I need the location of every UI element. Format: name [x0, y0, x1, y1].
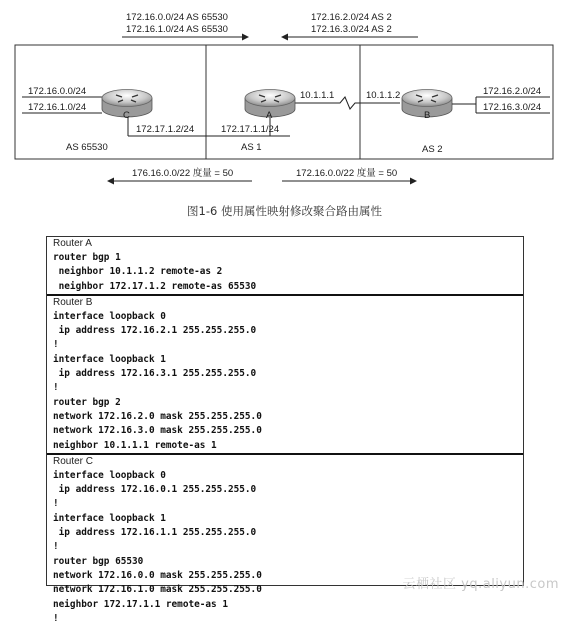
config-line: interface loopback 1	[53, 512, 166, 524]
as-1-label: AS 1	[241, 142, 262, 153]
as-65530-label: AS 65530	[66, 142, 108, 153]
network-topology-diagram	[0, 0, 569, 200]
router-c-ip: 172.17.1.2/24	[136, 124, 195, 135]
bottom-left-advert: 176.16.0.0/22 度量 = 50	[132, 168, 234, 179]
config-line: !	[53, 498, 59, 510]
router-a-ip-b: 10.1.1.1	[300, 90, 335, 101]
top-right-advert-2: 172.16.3.0/24 AS 2	[311, 24, 392, 35]
config-line: !	[53, 612, 59, 624]
config-line: interface loopback 0	[53, 310, 166, 322]
router-b-ip: 10.1.1.2	[366, 90, 401, 101]
top-left-advert-1: 172.16.0.0/24 AS 65530	[126, 12, 228, 23]
svg-text:C: C	[123, 110, 130, 121]
as-2-label: AS 2	[422, 144, 443, 155]
top-right-advert-1: 172.16.2.0/24 AS 2	[311, 12, 392, 23]
router-b-icon	[402, 90, 452, 122]
router-b-net-2: 172.16.3.0/24	[483, 102, 542, 113]
config-line: interface loopback 1	[53, 353, 166, 365]
config-line: !	[53, 339, 59, 351]
config-block-title: Router C	[53, 455, 94, 467]
config-block-router-c	[47, 453, 523, 626]
config-line: router bgp 1	[53, 252, 121, 263]
config-line: neighbor 10.1.1.2 remote-as 2	[53, 266, 223, 278]
config-block-router-a	[47, 237, 523, 294]
config-line: network 172.16.3.0 mask 255.255.255.0	[53, 425, 262, 437]
config-line: router bgp 2	[53, 396, 121, 408]
config-line: ip address 172.16.1.1 255.255.255.0	[53, 527, 257, 539]
config-line: network 172.16.1.0 mask 255.255.255.0	[53, 584, 262, 596]
config-line: ip address 172.16.0.1 255.255.255.0	[53, 484, 257, 496]
bottom-right-advert: 172.16.0.0/22 度量 = 50	[296, 168, 398, 179]
router-c-net-1: 172.16.0.0/24	[28, 86, 87, 97]
config-line: ip address 172.16.2.1 255.255.255.0	[53, 325, 257, 337]
config-line: !	[53, 541, 59, 553]
router-c-icon	[102, 90, 152, 122]
router-c-net-2: 172.16.1.0/24	[28, 102, 87, 113]
config-line: network 172.16.2.0 mask 255.255.255.0	[53, 410, 262, 422]
svg-text:B: B	[424, 110, 431, 121]
router-a-icon	[245, 90, 295, 122]
svg-text:A: A	[266, 110, 273, 121]
config-line: neighbor 172.17.1.1 remote-as 1	[53, 598, 228, 610]
config-line: ip address 172.16.3.1 255.255.255.0	[53, 368, 257, 380]
config-block-title: Router A	[53, 238, 92, 249]
watermark: 云栖社区 yq.aliyun.com	[402, 577, 559, 592]
config-line: neighbor 10.1.1.1 remote-as 1	[53, 439, 217, 451]
router-a-ip-c: 172.17.1.1/24	[221, 124, 280, 135]
config-block-router-b	[47, 294, 523, 453]
config-line: interface loopback 0	[53, 469, 166, 481]
figure-caption: 图1-6 使用属性映射修改聚合路由属性	[187, 204, 382, 218]
config-block-title: Router B	[53, 296, 93, 308]
config-line: router bgp 65530	[53, 555, 144, 567]
config-line: !	[53, 382, 59, 394]
config-line: neighbor 172.17.1.2 remote-as 65530	[53, 280, 257, 292]
top-left-advert-2: 172.16.1.0/24 AS 65530	[126, 24, 228, 35]
config-line: network 172.16.0.0 mask 255.255.255.0	[53, 569, 262, 581]
router-b-net-1: 172.16.2.0/24	[483, 86, 542, 97]
